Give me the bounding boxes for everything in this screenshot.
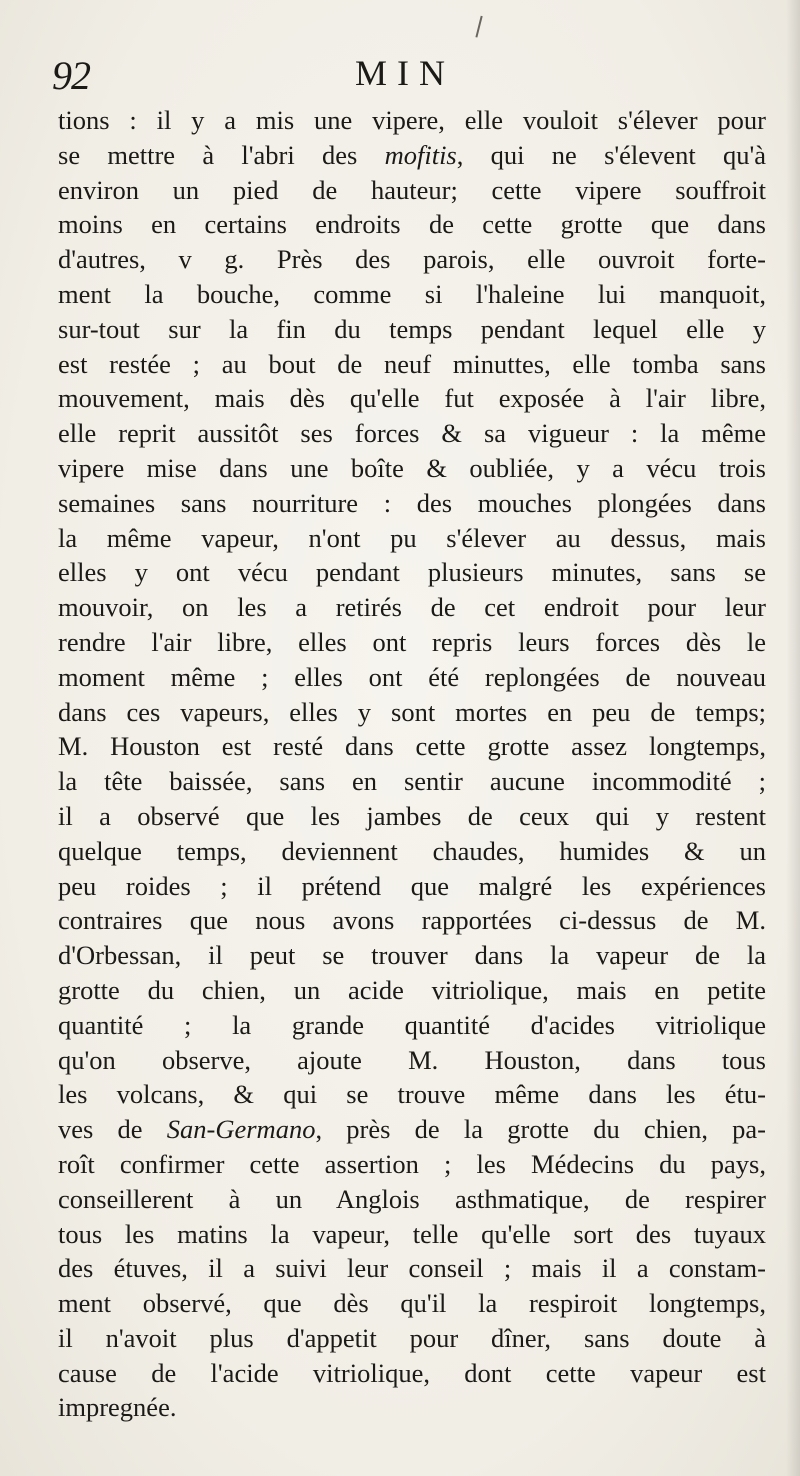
text-line: vipere mise dans une boîte & oubliée, y a vécu trois (58, 452, 766, 483)
text-line: moins en certains endroits de cette grotte que dans (58, 209, 766, 240)
text-line: peu roides ; il prétend que malgré les expériences (58, 870, 766, 901)
text-line: la tête baissée, sans en sentir aucune incommodité ; (58, 766, 766, 797)
italic-term: mofitis (384, 139, 457, 170)
text-line: la même vapeur, n'ont pu s'élever au dessus, mais (58, 522, 766, 553)
text-line: tions : il y a mis une vipere, elle vouloit s'élever pour (58, 105, 766, 135)
text-line: conseillerent à un Anglois asthmatique, de respirer (58, 1183, 766, 1214)
text-line: mouvement, mais dès qu'elle fut exposée à l'air libre, (58, 383, 766, 414)
text-line: qu'on observe, ajoute M. Houston, dans tous (58, 1044, 766, 1075)
text-line: contraires que nous avons rapportées ci-dessus de M. (58, 905, 766, 936)
italic-place: San-Germano (166, 1114, 316, 1145)
text-line: impregnée. (58, 1392, 177, 1423)
running-head: MIN (355, 53, 455, 93)
text-line: mouvoir, on les a retirés de cet endroit pour leur (58, 592, 766, 623)
text-line: d'autres, v g. Près des parois, elle ouvroit forte- (58, 244, 766, 275)
text-line: cause de l'acide vitriolique, dont cette vapeur est (58, 1357, 766, 1388)
text-line: tous les matins la vapeur, telle qu'elle sort des tuyaux (58, 1218, 766, 1249)
body-text (58, 103, 766, 1425)
text-line: il n'avoit plus d'appetit pour dîner, sans doute à (58, 1322, 766, 1353)
text-line: quantité ; la grande quantité d'acides vitriolique (58, 1009, 766, 1040)
text-line: rendre l'air libre, elles ont repris leurs forces dès le (58, 626, 766, 657)
text-line: ment observé, que dès qu'il la respiroit longtemps, (58, 1288, 766, 1319)
text-line: ment la bouche, comme si l'haleine lui manquoit, (58, 278, 766, 309)
text-line: sur-tout sur la fin du temps pendant lequel elle y (58, 313, 766, 344)
text-line: environ un pied de hauteur; cette vipere souffroit (58, 174, 766, 205)
text-line: M. Houston est resté dans cette grotte assez longtemps, (58, 731, 766, 762)
text-line: des étuves, il a suivi leur conseil ; mais il a constam- (58, 1253, 766, 1284)
text-line: semaines sans nourriture : des mouches plongées dans (58, 487, 766, 518)
text-line: ves de San-Germano, près de la grotte du chien, pa- (58, 1114, 766, 1145)
text-line: elles y ont vécu pendant plusieurs minutes, sans se (58, 557, 766, 588)
text-line: il a observé que les jambes de ceux qui y restent (58, 800, 766, 831)
page-edge-shadow (786, 0, 800, 1476)
text-line: se mettre à l'abri des mofitis, qui ne s'élevent qu'à (58, 139, 766, 170)
text-line: est restée ; au bout de neuf minuttes, elle tomba sans (58, 348, 766, 379)
text-line: grotte du chien, un acide vitriolique, mais en petite (58, 974, 766, 1005)
text-line: elle reprit aussitôt ses forces & sa vigueur : la même (58, 418, 766, 449)
pencil-mark (475, 16, 485, 39)
text-line: dans ces vapeurs, elles y sont mortes en peu de temps; (58, 696, 766, 727)
text-line: les volcans, & qui se trouve même dans les étu- (58, 1079, 766, 1110)
text-line: roît confirmer cette assertion ; les Médecins du pays, (58, 1148, 766, 1179)
text-line: quelque temps, deviennent chaudes, humides & un (58, 835, 766, 866)
page-number: 92 (52, 53, 90, 98)
text-line: d'Orbessan, il peut se trouver dans la vapeur de la (58, 940, 766, 971)
text-line: moment même ; elles ont été replongées de nouveau (58, 661, 766, 692)
